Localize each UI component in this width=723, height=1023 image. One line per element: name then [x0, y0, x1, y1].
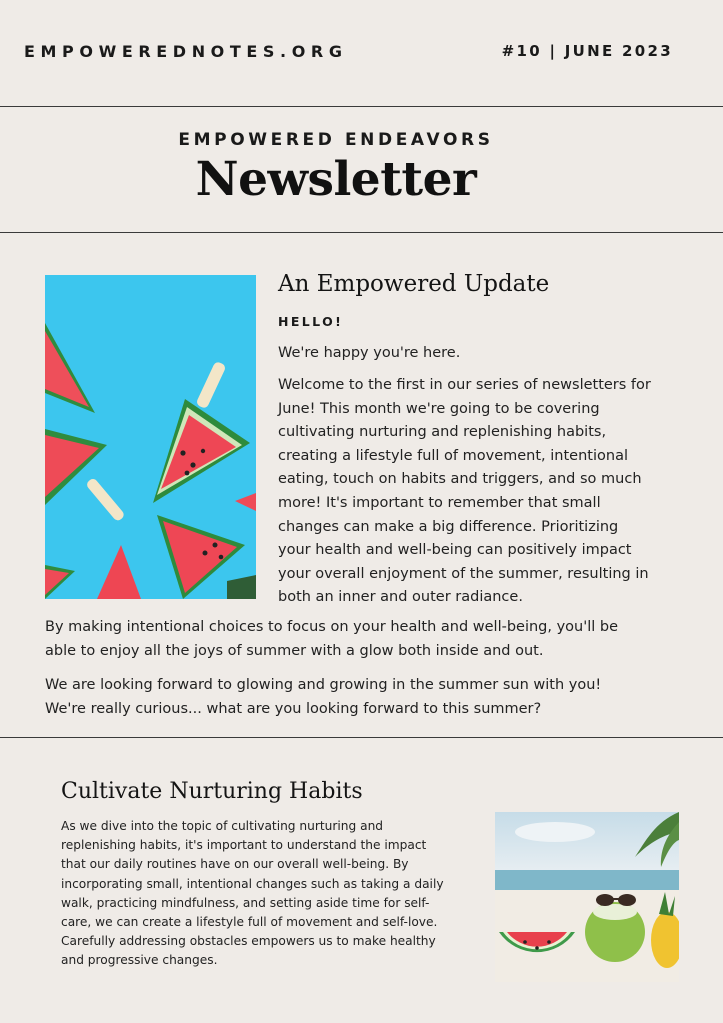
divider — [0, 232, 723, 233]
body-line: changes can make a big difference. Prioritizing — [278, 518, 619, 535]
body-line: By making intentional choices to focus on your health and well-being, you'll be — [45, 619, 619, 635]
body-line: Carefully addressing obstacles empowers us to make healthy — [61, 934, 436, 949]
update-heading: An Empowered Update — [278, 271, 550, 297]
body-line: your health and well-being can positively impact — [278, 542, 632, 559]
update-paragraph-3 — [45, 674, 601, 721]
body-line: incorporating small, intentional changes such as taking a daily — [61, 876, 444, 891]
body-line: more! It's important to remember that small — [278, 494, 601, 511]
update-paragraph-2 — [45, 616, 618, 663]
habits-body — [61, 817, 444, 971]
body-line: Welcome to the first in our series of newsletters for — [278, 377, 651, 393]
beach-fruit-image — [495, 812, 679, 982]
intro-text: We're happy you're here. — [278, 345, 461, 361]
page-title: Newsletter — [195, 152, 477, 207]
body-line: June! This month we're going to be covering — [278, 400, 600, 417]
body-line: your overall enjoyment of the summer, resulting in — [278, 565, 649, 582]
body-line: As we dive into the topic of cultivating nurturing and — [61, 819, 384, 833]
update-body — [278, 374, 651, 610]
body-line: care, we can create a lifestyle full of movement and self-love. — [61, 915, 438, 930]
issue-date: #10 | JUNE 2023 — [501, 42, 673, 60]
habits-heading: Cultivate Nurturing Habits — [61, 779, 363, 804]
body-line: that our daily routines have on our overall well-being. By — [61, 857, 409, 872]
body-line: walk, practicing mindfulness, and setting aside time for self- — [61, 895, 430, 910]
beach-illustration — [495, 812, 679, 982]
divider — [0, 737, 723, 738]
watermelon-popsicles-image — [45, 275, 256, 599]
body-line: We're really curious... what are you looking forward to this summer? — [45, 700, 542, 717]
body-line: cultivating nurturing and replenishing habits, — [278, 424, 607, 441]
body-line: creating a lifestyle full of movement, intentional — [278, 447, 628, 464]
body-line: We are looking forward to glowing and growing in the summer sun with you! — [45, 677, 602, 693]
greeting: HELLO! — [278, 314, 344, 329]
body-line: eating, touch on habits and triggers, and so much — [278, 471, 642, 488]
divider — [0, 106, 723, 107]
body-line: replenishing habits, it's important to understand the impact — [61, 838, 427, 853]
body-line: able to enjoy all the joys of summer with a glow both inside and out. — [45, 642, 544, 659]
watermelon-illustration — [45, 275, 256, 599]
masthead-kicker: EMPOWERED ENDEAVORS — [178, 130, 494, 150]
body-line: both an inner and outer radiance. — [278, 589, 523, 606]
site-name[interactable]: EMPOWEREDNOTES.ORG — [24, 42, 348, 61]
body-line: and progressive changes. — [61, 953, 218, 968]
